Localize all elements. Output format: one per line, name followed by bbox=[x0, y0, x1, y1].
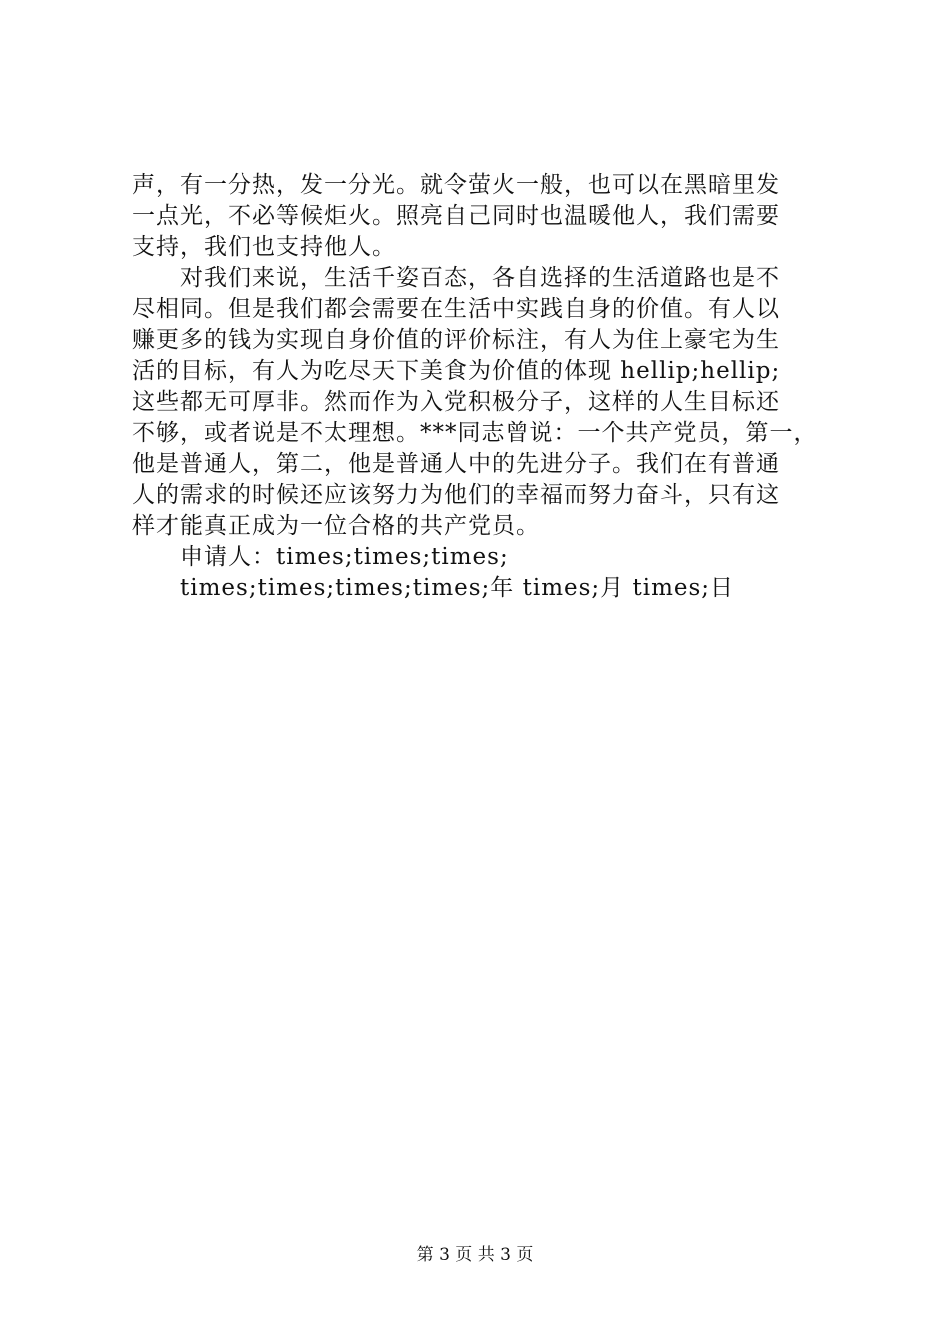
paragraph-line: 声，有一分热，发一分光。就令萤火一般，也可以在黑暗里发 bbox=[132, 172, 780, 198]
paragraph-line: 支持，我们也支持他人。 bbox=[132, 234, 396, 260]
page-footer: 第 3 页 共 3 页 bbox=[416, 1245, 534, 1265]
paragraph-line: 他是普通人，第二，他是普通人中的先进分子。我们在有普通 bbox=[132, 451, 780, 477]
paragraph-line: 活的目标，有人为吃尽天下美食为价值的体现 hellip;hellip; bbox=[132, 358, 781, 384]
paragraph-line: 一点光，不必等候炬火。照亮自己同时也温暖他人，我们需要 bbox=[132, 203, 780, 229]
paragraph-line: 人的需求的时候还应该努力为他们的幸福而努力奋斗，只有这 bbox=[132, 482, 780, 508]
paragraph-line: 尽相同。但是我们都会需要在生活中实践自身的价值。有人以 bbox=[132, 296, 780, 322]
document-body bbox=[132, 170, 832, 604]
signature-line: 申请人：times;times;times; bbox=[180, 544, 509, 570]
paragraph-line: 不够，或者说是不太理想。***同志曾说：一个共产党员，第一， bbox=[132, 420, 818, 446]
paragraph-line: 赚更多的钱为实现自身价值的评价标注，有人为住上豪宅为生 bbox=[132, 327, 780, 353]
paragraph-line: 样才能真正成为一位合格的共产党员。 bbox=[132, 513, 540, 539]
date-line: times;times;times;times;年 times;月 times;日 bbox=[180, 575, 735, 601]
paragraph-line: 这些都无可厚非。然而作为入党积极分子，这样的人生目标还 bbox=[132, 389, 780, 415]
paragraph-line: 对我们来说，生活千姿百态，各自选择的生活道路也是不 bbox=[180, 265, 780, 291]
